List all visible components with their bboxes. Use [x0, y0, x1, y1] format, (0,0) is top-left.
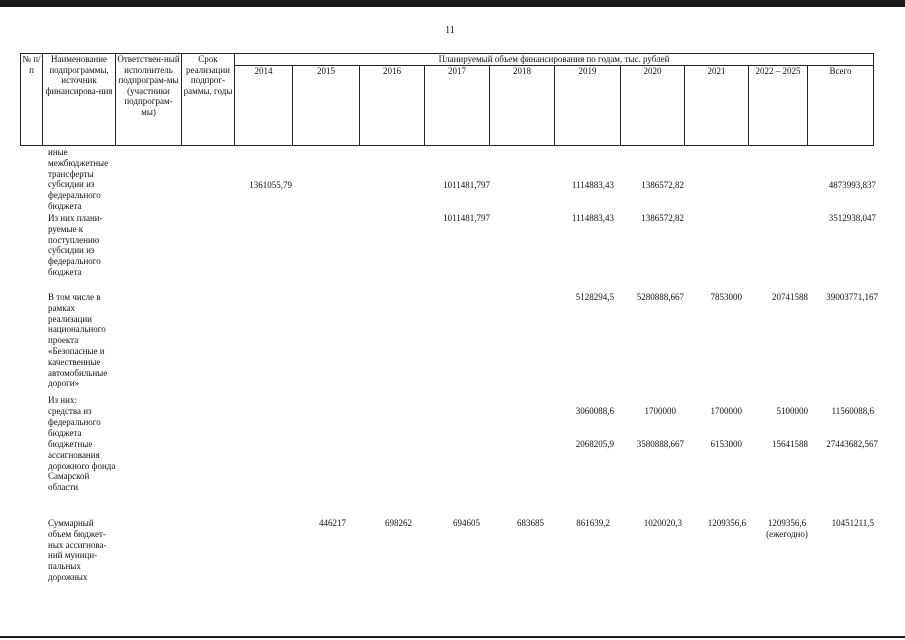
cell-r7-2022-2025: 1209356,6 (ежегодно): [766, 518, 808, 539]
row-label-road-fund: бюджетные ассигнования дорожного фонда Самарской области: [48, 439, 116, 493]
scan-border-bottom: [0, 636, 905, 638]
cell-r6-2020: 3580888,667: [636, 439, 684, 449]
header-col-term: Срок реализации подпрог-раммы, годы: [182, 54, 235, 146]
scan-border-top: [0, 0, 905, 7]
cell-r6-2022-2025: 15641588: [772, 439, 808, 449]
cell-r3-2021: 7853000: [710, 292, 742, 302]
cell-r5-total: 11560088,6: [831, 406, 874, 416]
cell-r7-2017: 694605: [453, 518, 480, 528]
cell-r7-2015: 446217: [319, 518, 346, 528]
cell-r3-total: 39003771,167: [826, 292, 878, 302]
cell-r7-2021: 1209356,6: [707, 518, 746, 528]
row-label-planned-subsidies: Из них плани-руемые к поступлению субсидии из федерального бюджета: [48, 213, 103, 277]
header-year: 2019: [555, 66, 621, 146]
header-col-number: № п/п: [21, 54, 43, 146]
header-col-planned-funding: Планируемый объем финансирования по годам, тыс. рублей: [235, 54, 874, 66]
header-year: 2020: [621, 66, 685, 146]
cell-r7-2016: 698262: [385, 518, 412, 528]
cell-r5-2021: 1700000: [710, 406, 742, 416]
cell-r3-2020: 5280888,667: [636, 292, 684, 302]
header-year: 2016: [360, 66, 425, 146]
row-label-federal-funds: средства из федерального бюджета: [48, 406, 101, 438]
header-col-name: Наименование подпрограммы, источник финансирова-ния: [43, 54, 116, 146]
cell-r6-total: 27443682,567: [826, 439, 878, 449]
cell-r3-2019: 5128294,5: [575, 292, 614, 302]
header-year: 2021: [685, 66, 749, 146]
cell-r5-2020: 1700000: [644, 406, 676, 416]
header-year: 2014: [235, 66, 293, 146]
cell-r2-2017: 1011481,797: [443, 213, 490, 223]
cell-r1-2020: 1386572,82: [641, 180, 684, 190]
row-label-of-which: Из них:: [48, 395, 77, 405]
header-year: 2018: [490, 66, 555, 146]
cell-r2-2020: 1386572,82: [641, 213, 684, 223]
row-label-national-project: В том числе в рамках реализации национального проекта «Безопасные и качественные автомобильные дороги»: [48, 292, 108, 389]
cell-r2-total: 3512938,047: [828, 213, 876, 223]
cell-r1-total: 4873993,837: [828, 180, 876, 190]
cell-r1-2019: 1114883,43: [571, 180, 614, 190]
cell-r7-2018: 683685: [517, 518, 544, 528]
cell-r7-2020: 1020020,3: [643, 518, 682, 528]
cell-r1-2017: 1011481,797: [443, 180, 490, 190]
financing-table-header: [20, 53, 874, 146]
cell-r5-2022-2025: 5100000: [776, 406, 808, 416]
row-label-interbudget-transfers: иные межбюджетные трансферты субсидии из федерального бюджета: [48, 147, 109, 211]
cell-r6-2021: 6153000: [710, 439, 742, 449]
cell-r5-2019: 3060088,6: [575, 406, 614, 416]
cell-r7-total: 10451211,5: [831, 518, 874, 528]
cell-r7-2019: 861639,2: [576, 518, 610, 528]
header-col-responsible: Ответствен-ный исполнитель подпрограм-мы (участники подпрограм-мы): [116, 54, 182, 146]
header-year: 2015: [293, 66, 360, 146]
page-number: 11: [445, 25, 455, 36]
row-label-municipal-road-funds: Суммарный объем бюджет-ных ассигнова-ний муници-пальных дорожных: [48, 518, 107, 582]
cell-r2-2019: 1114883,43: [571, 213, 614, 223]
cell-r6-2019: 2068205,9: [575, 439, 614, 449]
header-total: Всего: [808, 66, 874, 146]
cell-r1-2014: 1361055,79: [249, 180, 292, 190]
header-year: 2017: [425, 66, 490, 146]
header-year: 2022 – 2025: [749, 66, 808, 146]
cell-r3-2022-2025: 20741588: [772, 292, 808, 302]
